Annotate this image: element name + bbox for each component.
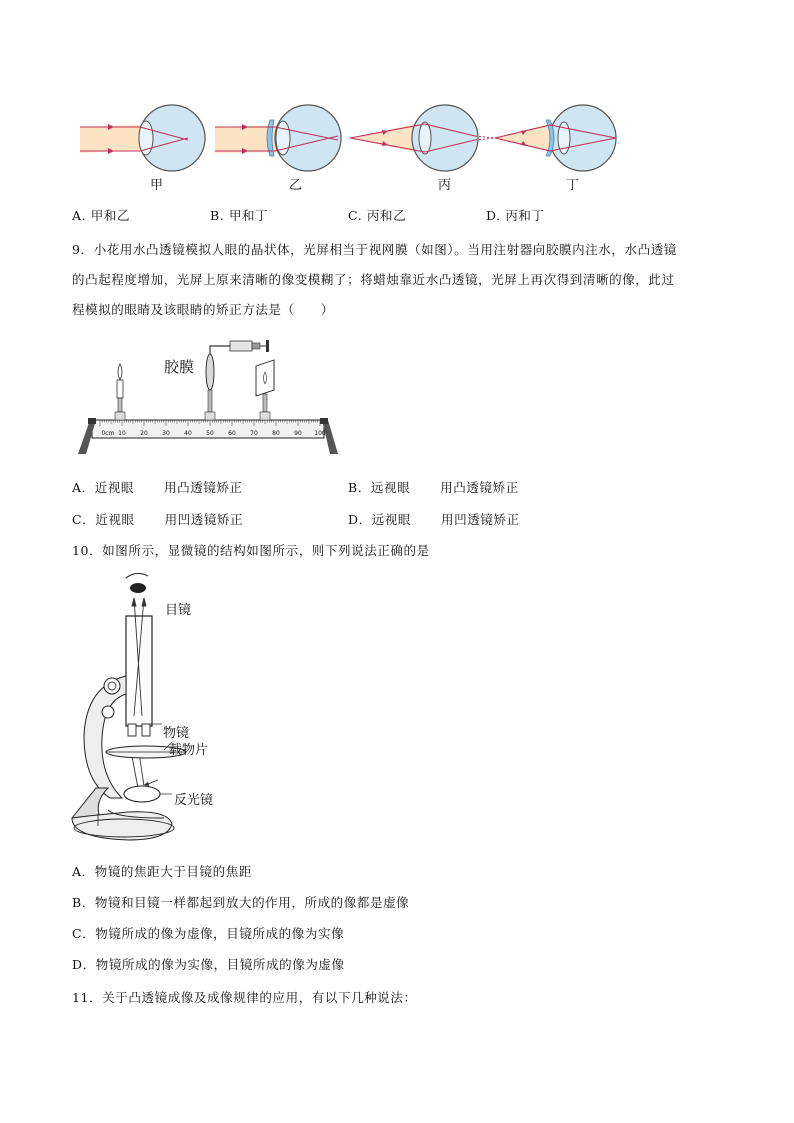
ruler-tick-label: 20 <box>140 430 148 437</box>
eye-label-ding: 丁 <box>566 178 580 193</box>
q8-option-a: A. 甲和乙 <box>72 208 131 223</box>
water-convex-lens <box>205 346 230 420</box>
ruler-tick-label: 0cm <box>101 430 115 437</box>
ruler-tick-label: 50 <box>206 430 214 437</box>
candle <box>115 364 125 420</box>
q10-option-c: C．物镜所成的像为虚像，目镜所成的像为实像 <box>72 926 345 941</box>
q9-stem-line-3: 程模拟的眼睛及该眼睛的矫正方法是（ ） <box>72 302 335 317</box>
optical-bench-figure <box>70 332 350 457</box>
eye-diagram-ding <box>495 105 616 171</box>
slide-label: 载物片 <box>169 743 209 758</box>
q8-option-d: D. 丙和丁 <box>486 208 545 223</box>
q9-option-d: D．远视眼 用凹透镜矫正 <box>348 512 520 527</box>
mirror-label: 反光镜 <box>174 793 214 808</box>
observer-eye-icon <box>126 573 148 593</box>
ruler-tick-label: 100 <box>314 430 326 437</box>
ruler-tick-label: 60 <box>228 430 236 437</box>
eye-diagrams-figure <box>70 100 630 180</box>
q10-option-a: A．物镜的焦距大于目镜的焦距 <box>72 864 252 879</box>
q9-option-a: A．近视眼 用凸透镜矫正 <box>72 480 243 495</box>
eye-label-bing: 丙 <box>438 178 452 193</box>
objective-label: 物镜 <box>163 726 190 741</box>
ruler-tick-label: 70 <box>250 430 258 437</box>
ruler-tick-label: 80 <box>272 430 280 437</box>
q9-stem-line-1: 9．小花用水凸透镜模拟人眼的晶状体，光屏相当于视网膜（如图）。当用注射器向胶膜内注水，水凸透镜 <box>72 242 677 257</box>
membrane-label: 胶膜 <box>164 358 195 376</box>
q9-option-b: B．远视眼 用凸透镜矫正 <box>348 480 519 495</box>
q10-stem: 10．如图所示，显微镜的结构如图所示，则下列说法正确的是 <box>72 543 430 558</box>
eye-diagram-bing <box>350 105 495 171</box>
syringe <box>230 340 269 352</box>
ruler-tick-label: 30 <box>162 430 170 437</box>
light-screen <box>256 360 274 420</box>
eye-diagram-yi <box>215 105 341 171</box>
q11-stem: 11．关于凸透镜成像及成像规律的应用，有以下几种说法： <box>72 990 417 1005</box>
eye-diagram-jia <box>80 105 205 171</box>
q8-option-c: C. 丙和乙 <box>348 208 407 223</box>
eye-label-jia: 甲 <box>150 178 164 193</box>
ruler-tick-label: 10 <box>118 430 126 437</box>
q9-option-c: C．近视眼 用凹透镜矫正 <box>72 512 244 527</box>
q10-option-d: D．物镜所成的像为实像，目镜所成的像为虚像 <box>72 957 345 972</box>
ruler-tick-label: 40 <box>184 430 192 437</box>
q9-stem-line-2: 的凸起程度增加，光屏上原来清晰的像变模糊了；将蜡烛靠近水凸透镜，光屏上再次得到清晰的像，此过 <box>72 272 675 287</box>
q8-option-b: B. 甲和丁 <box>210 208 269 223</box>
eye-label-yi: 乙 <box>289 178 303 193</box>
q10-option-b: B．物镜和目镜一样都起到放大的作用，所成的像都是虚像 <box>72 895 410 910</box>
eyepiece-label: 目镜 <box>165 603 192 618</box>
ruler-tick-label: 90 <box>294 430 302 437</box>
